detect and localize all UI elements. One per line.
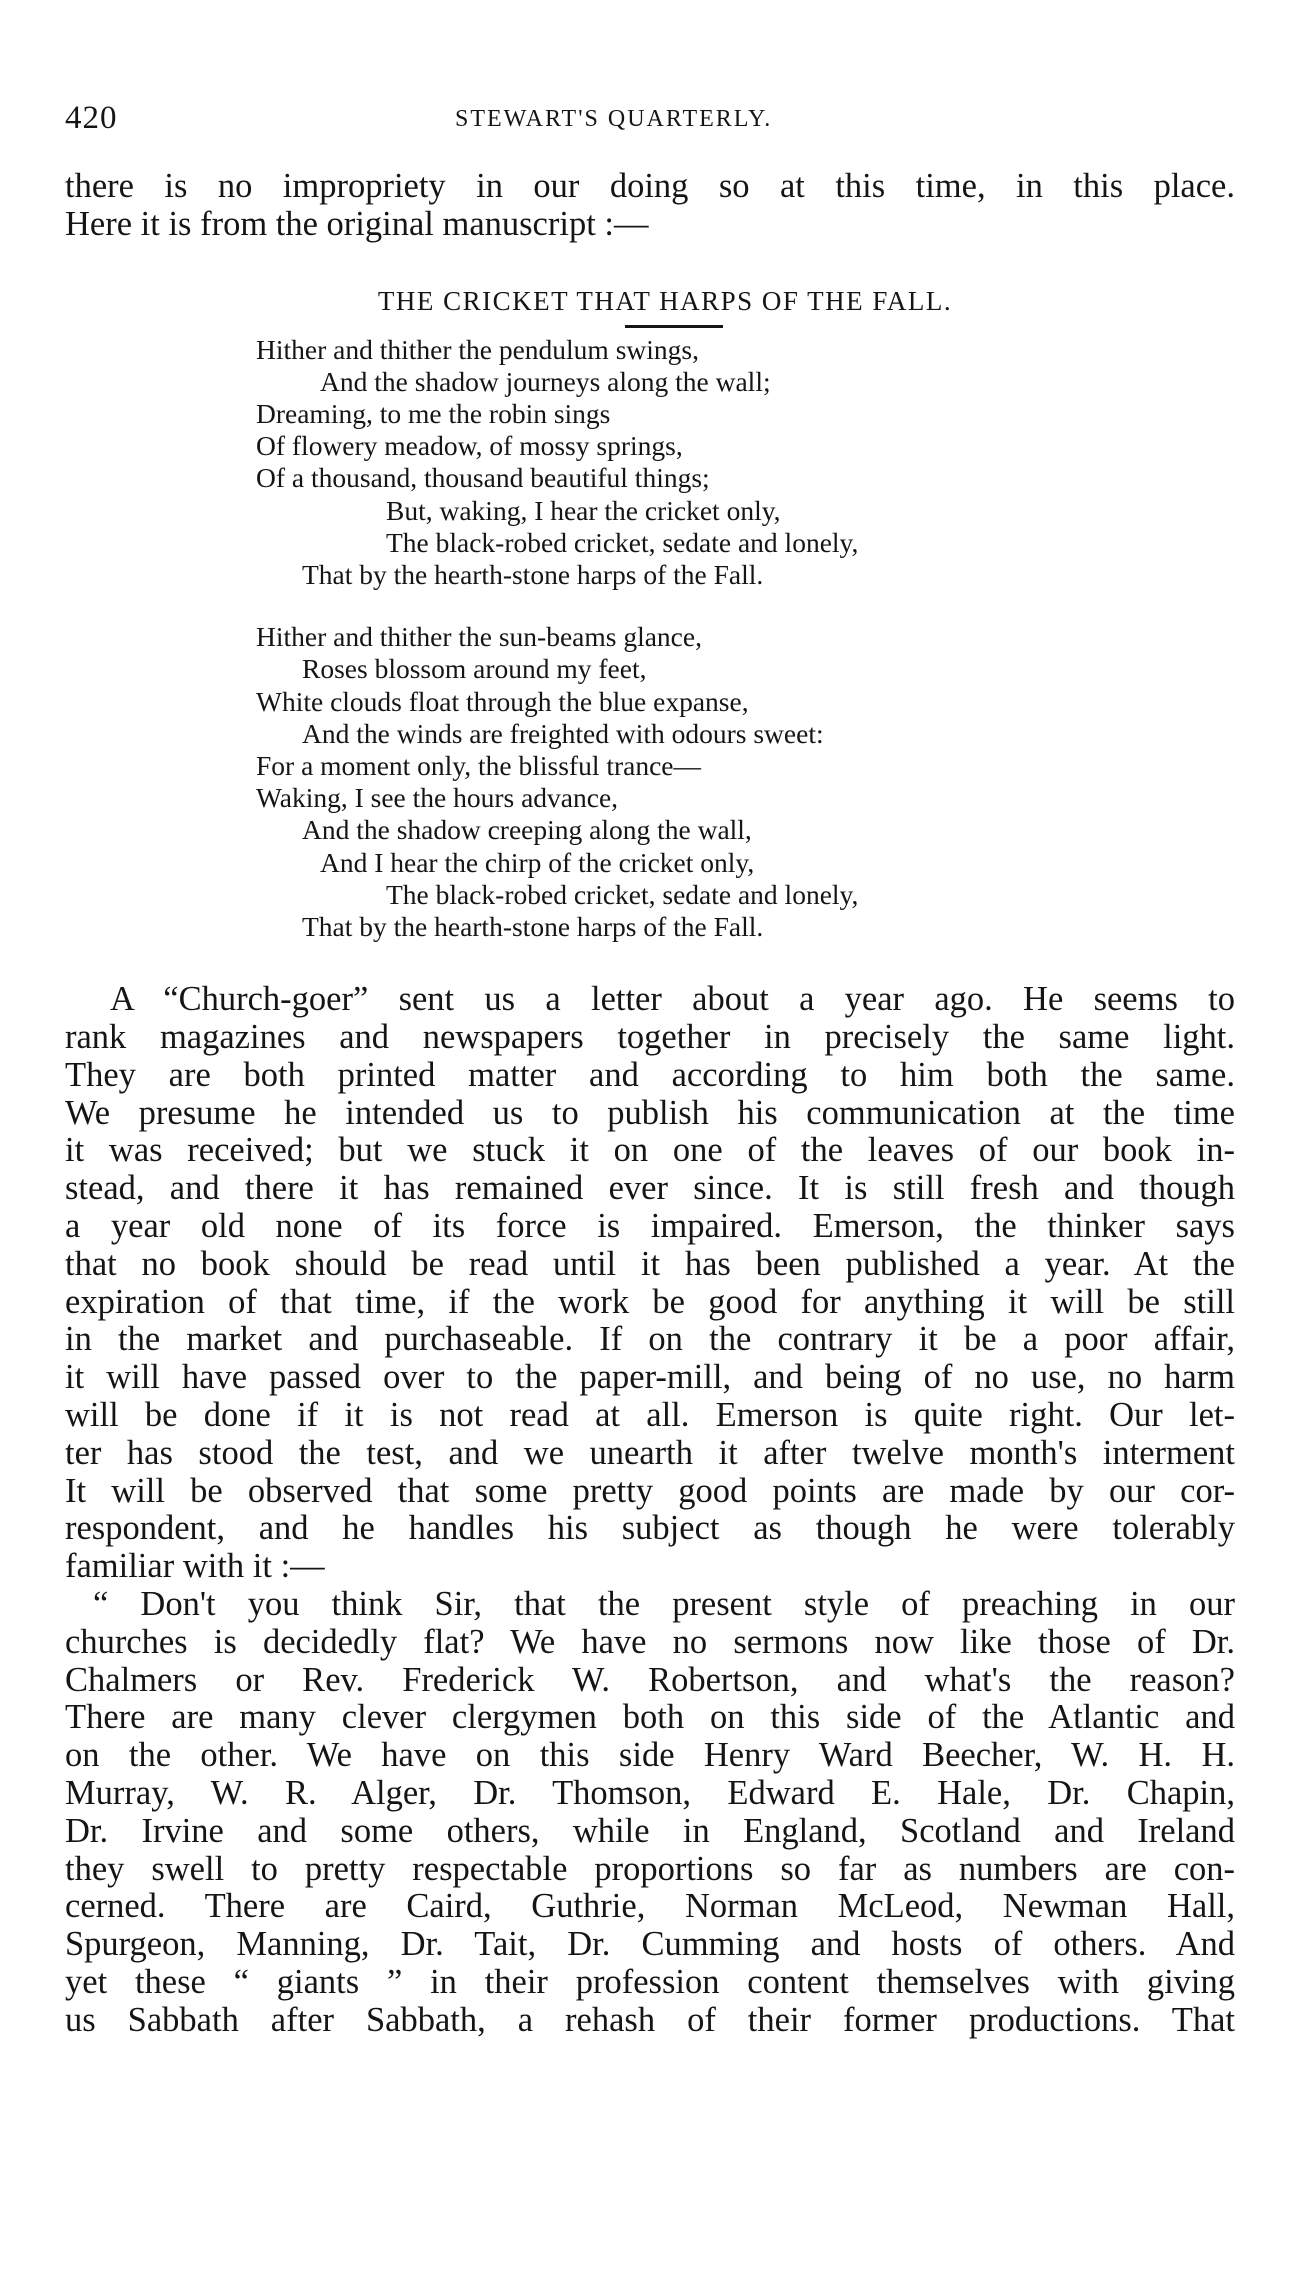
intro-text (65, 168, 1235, 244)
text-line: us Sabbath after Sabbath, a rehash of their former productions. That (65, 2000, 1235, 2039)
text-line: there is no impropriety in our doing so at this time, in this place. (65, 167, 1235, 205)
text-line: Chalmers or Rev. Frederick W. Robertson, and what's the reason? (65, 1660, 1235, 1699)
page-number: 420 (65, 100, 118, 136)
text-line: A “Church-goer” sent us a letter about a year ago. He seems to (110, 980, 1235, 1019)
page-header (65, 100, 1235, 150)
poem-line: For a moment only, the blissful trance— (256, 750, 702, 782)
poem-line: Dreaming, to me the robin sings (256, 398, 611, 429)
text-line: Spurgeon, Manning, Dr. Tait, Dr. Cumming and hosts of others. And (65, 1925, 1235, 1964)
poem (65, 286, 1235, 944)
text-line: will be done if it is not read at all. Emerson is quite right. Our let- (65, 1396, 1235, 1435)
poem-line: But, waking, I hear the cricket only, (386, 494, 781, 526)
text-line: expiration of that time, if the work be good for anything it will be still (65, 1282, 1235, 1321)
paragraph-church-goer (65, 981, 1235, 1586)
poem-line: And the winds are freighted with odours sweet: (302, 717, 824, 749)
poem-title: THE CRICKET THAT HARPS OF THE FALL. (377, 285, 953, 316)
text-line: on the other. We have on this side Henry Ward Beecher, W. H. H. (65, 1736, 1235, 1775)
text-line: stead, and there it has remained ever since. It is still fresh and though (65, 1169, 1235, 1208)
poem-line: Hither and thither the sun-beams glance, (256, 621, 702, 653)
text-line: respondent, and he handles his subject as though he were tolerably (65, 1509, 1235, 1548)
text-line: We presume he intended us to publish his communication at the time (65, 1093, 1235, 1132)
text-line: rank magazines and newspapers together in precisely the same light. (65, 1018, 1235, 1057)
poem-stanza-2 (65, 621, 1235, 943)
poem-line: The black-robed cricket, sedate and lonely, (386, 878, 859, 910)
poem-line: Waking, I see the hours advance, (256, 782, 619, 814)
text-line: they swell to pretty respectable proportions so far as numbers are con- (65, 1849, 1235, 1888)
text-line: “ Don't you think Sir, that the present style of preaching in our (93, 1585, 1235, 1623)
poem-line: That by the hearth-stone harps of the Fall. (302, 559, 764, 591)
text-line: familiar with it :— (65, 1547, 325, 1586)
book-page (65, 100, 1235, 2040)
text-line: It will be observed that some pretty good points are made by our cor- (65, 1471, 1235, 1510)
running-head: STEWART'S QUARTERLY. (455, 106, 773, 132)
text-line: yet these “ giants ” in their profession content themselves with giving (65, 1962, 1235, 2001)
text-line: Murray, W. R. Alger, Dr. Thomson, Edward E. Hale, Dr. Chapin, (65, 1773, 1235, 1812)
poem-line: And I hear the chirp of the cricket only, (320, 846, 755, 878)
poem-line: That by the hearth-stone harps of the Fall. (302, 911, 764, 943)
text-line: it was received; but we stuck it on one of the leaves of our book in- (65, 1131, 1235, 1170)
text-line: it will have passed over to the paper-mill, and being of no use, no harm (65, 1358, 1235, 1397)
poem-line: Of flowery meadow, of mossy springs, (256, 430, 683, 462)
poem-line: White clouds float through the blue expanse, (256, 685, 749, 717)
text-line: ter has stood the test, and we unearth it after twelve month's interment (65, 1433, 1235, 1472)
text-line: They are both printed matter and according to him both the same. (65, 1055, 1235, 1094)
title-rule (625, 325, 723, 328)
text-line: cerned. There are Caird, Guthrie, Norman McLeod, Newman Hall, (65, 1887, 1235, 1926)
text-line: Here it is from the original manuscript :— (65, 204, 649, 243)
text-line: There are many clever clergymen both on this side of the Atlantic and (65, 1698, 1235, 1737)
poem-line: The black-robed cricket, sedate and lonely, (386, 526, 859, 558)
text-line: a year old none of its force is impaired. Emerson, the thinker says (65, 1207, 1235, 1246)
poem-line: And the shadow journeys along the wall; (320, 365, 771, 397)
poem-line: Roses blossom around my feet, (302, 653, 647, 685)
poem-line: Of a thousand, thousand beautiful things; (256, 462, 710, 494)
paragraph-letter (65, 1586, 1235, 2040)
text-line: that no book should be read until it has been published a year. At the (65, 1244, 1235, 1283)
text-line: churches is decidedly flat? We have no sermons now like those of Dr. (65, 1622, 1235, 1661)
text-line: in the market and purchaseable. If on the contrary it be a poor affair, (65, 1320, 1235, 1359)
poem-line: And the shadow creeping along the wall, (302, 814, 752, 846)
poem-stanza-1 (65, 334, 1235, 592)
text-line: Dr. Irvine and some others, while in England, Scotland and Ireland (65, 1811, 1235, 1850)
poem-line: Hither and thither the pendulum swings, (256, 333, 699, 365)
